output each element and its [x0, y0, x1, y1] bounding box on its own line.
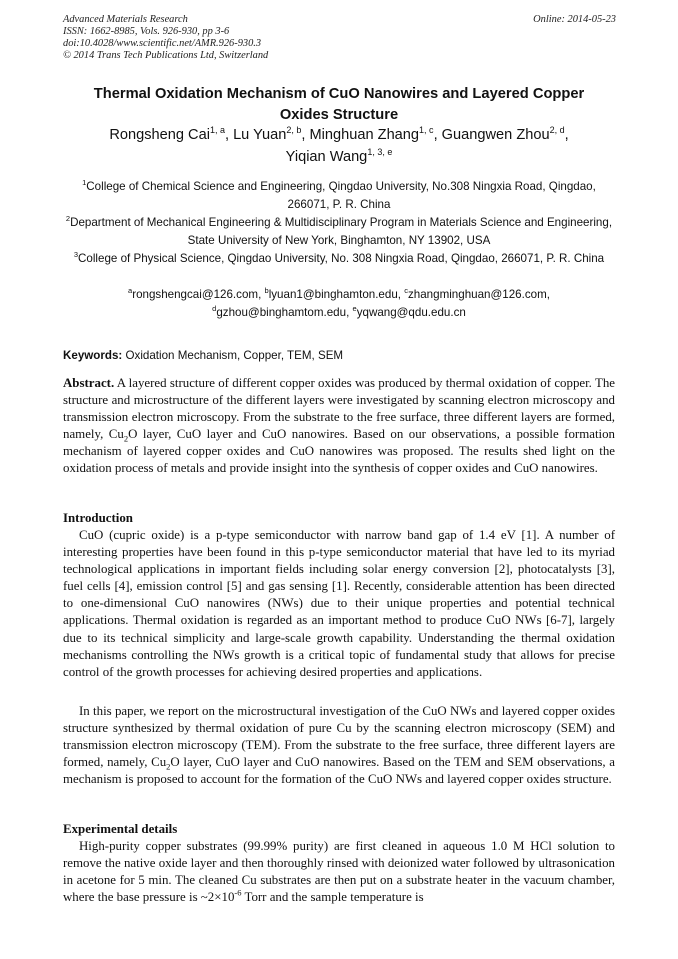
intro-paragraph-2 [63, 703, 615, 788]
paper-title [40, 84, 638, 126]
journal-name: Advanced Materials Research [63, 14, 188, 25]
email-address: rongshengcai@126.com [132, 288, 259, 301]
email-mark: e [352, 304, 357, 314]
experimental-paragraph-1 [63, 838, 615, 906]
affiliation-2 [60, 214, 618, 250]
abstract [63, 375, 615, 478]
intro-p2-text-cont: O layer, CuO layer and CuO nanowires. Based on the TEM and SEM observations, a mechanism is proposed to account for the formation of the CuO NWs and layered copper oxides structure. [63, 755, 616, 787]
journal-doi: doi:10.4028/www.scientific.net/AMR.926-930.3 [63, 38, 262, 49]
author-name: Yiqian Wang [285, 149, 368, 165]
keywords-label: Keywords: [63, 349, 123, 362]
title-line-1: Thermal Oxidation Mechanism of CuO Nanowires and Layered Copper [93, 86, 585, 102]
section-heading-introduction: Introduction [63, 511, 133, 525]
author-name: Lu Yuan [233, 127, 287, 143]
online-date: Online: 2014-05-23 [533, 14, 616, 25]
email-address: zhangminghuan@126.com [407, 288, 547, 301]
author-marks: 1, 3, e [367, 147, 393, 158]
exp-text-cont: Torr and the sample temperature is [241, 890, 424, 905]
abstract-text-cont: O layer, CuO layer and CuO nanowires. Based on our observations, a possible formation mechanism of layered copper oxides and CuO nanowires was proposed. The results shed light on the oxidation process of metals and provide insight into the synthesis of copper oxides and CuO nanowires. [63, 427, 616, 476]
section-heading-experimental: Experimental details [63, 822, 178, 836]
superscript: -6 [234, 887, 242, 898]
affiliation-text: Department of Mechanical Engineering & Multidisciplinary Program in Materials Science and Engineering, State University of New York, Binghamton, NY 13902, USA [70, 216, 613, 247]
journal-issn: ISSN: 1662-8985, Vols. 926-930, pp 3-6 [63, 26, 230, 37]
affiliation-mark: 2 [65, 214, 71, 224]
email-mark: a [128, 286, 133, 296]
email-address: lyuan1@binghamton.edu [268, 288, 398, 301]
affiliation-3 [60, 250, 618, 268]
title-line-2: Oxides Structure [279, 107, 399, 123]
author-marks: 2, b [286, 125, 302, 136]
intro-p2-text: In this paper, we report on the microstructural investigation of the CuO NWs and layered copper oxides structure synthesized by thermal oxidation of pure Cu by the scanning electron microscopy (SEM) and transmission electron microscopy (TEM). From the substrate to the free surface, three different layers are formed, namely, Cu [63, 704, 615, 770]
affiliation-text: College of Chemical Science and Engineering, Qingdao University, No.308 Ningxia Road, Qingdao, 266071, P. R. China [86, 180, 596, 211]
author-name: Minghuan Zhang [309, 127, 420, 143]
keywords [63, 349, 615, 363]
journal-header [63, 14, 268, 62]
email-list: $^a$rongshengcai@126.com, $^b$lyuan1@binghamton.edu, $^c$zhangminghuan@126.com, $^d$gzhou@binghamtom.edu, $^e$yqwang@qdu.edu.cn [128, 286, 550, 319]
email-mark: c [404, 286, 408, 296]
email-address: gzhou@binghamtom.edu [216, 306, 347, 319]
author-marks: 2, d [549, 125, 565, 136]
author-name: Guangwen Zhou [441, 127, 550, 143]
subscript: 2 [166, 761, 171, 772]
abstract-text: A layered structure of different copper oxides was produced by thermal oxidation of copper. The structure and microstructure of the different layers were investigated by scanning electron microscopy and transmission electron microscopy. From the substrate to the free surface, three different layers are formed, namely, Cu [63, 376, 615, 442]
author-list: Rongsheng Cai$^{1, a}$, Lu Yuan$^{2, b}$, Minghuan Zhang$^{1, c}$, Guangwen Zhou$^{2, d}$, Yiqian Wang$^{1, 3, e}$ [109, 125, 569, 165]
subscript: 2 [123, 433, 129, 444]
email-address: yqwang@qdu.edu.cn [356, 306, 466, 319]
keywords-text: Oxidation Mechanism, Copper, TEM, SEM [125, 349, 344, 362]
author-name: Rongsheng Cai [109, 127, 210, 143]
affiliation-text: College of Physical Science, Qingdao University, No. 308 Ningxia Road, Qingdao, 266071, P. R. China [78, 252, 605, 265]
affiliation-mark: 1 [82, 178, 87, 188]
affiliation-1 [60, 178, 618, 214]
journal-copyright: © 2014 Trans Tech Publications Ltd, Switzerland [63, 50, 269, 61]
abstract-label: Abstract. [63, 376, 115, 390]
author-marks: 1, c [419, 125, 434, 136]
author-marks: 1, a [209, 125, 225, 136]
affiliation-mark: 3 [73, 250, 79, 260]
exp-text: High-purity copper substrates (99.99% purity) are first cleaned in aqueous 1.0 M HCl solution to remove the native oxide layer and then thoroughly rinsed with deionized water followed by ultrasonication in acetone for 5 min. The cleaned Cu substrates are then put on a substrate heater in the vacuum chamber, where the base pressure is ~2×10 [63, 839, 615, 905]
email-mark: b [264, 286, 269, 296]
intro-paragraph-1: CuO (cupric oxide) is a p-type semiconductor with narrow band gap of 1.4 eV [1]. A number of interesting properties have been found in this p-type semiconductor material that have led to its myriad technological applications in important fields including solar energy conversion [2], photocatalysts [3], fuel cells [4], emission control [5] and gas sensing [1]. Recently, considerable attention has been directed to one-dimensional CuO nanowires (NWs) due to their unique properties and potential technical applications. Thermal oxidation is regarded as an important method to produce CuO NWs [6-7], largely due to its technical simplicity and large-scale growth capability. Understanding the thermal oxidation mechanisms controlling the NWs growth is a critical topic of fundamental study that allows for precise control of the growth processes for achieving desired properties and applications. [63, 528, 615, 679]
email-mark: d [212, 304, 217, 314]
